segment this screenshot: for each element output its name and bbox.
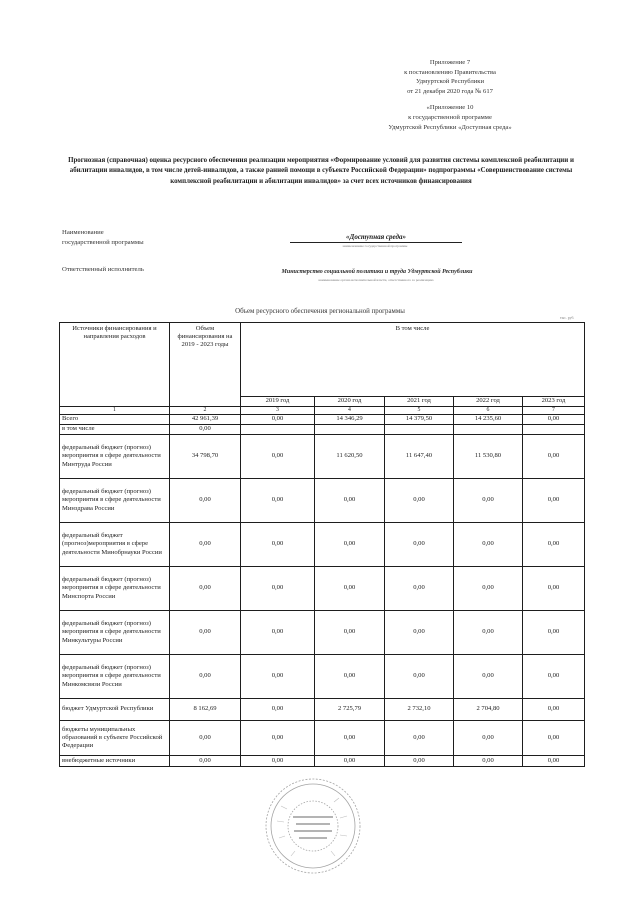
cell-2021: 0,00 xyxy=(385,567,454,611)
table-caption: Объем ресурсного обеспечения региональной программы xyxy=(235,308,405,315)
appendix-line: от 21 декабря 2020 года № 617 xyxy=(407,87,493,95)
column-number: 1 xyxy=(60,407,170,415)
cell-volume: 0,00 xyxy=(170,523,241,567)
cell-2022: 14 235,60 xyxy=(454,415,523,425)
cell-2023: 0,00 xyxy=(523,415,585,425)
row-source: бюджеты муниципальных образований в субъекте Российской Федерации xyxy=(60,721,170,756)
header-volume: Объем финансирования на 2019 - 2023 годы xyxy=(170,323,241,407)
cell-volume: 0,00 xyxy=(170,756,241,767)
cell-2022: 0,00 xyxy=(454,655,523,699)
table-row xyxy=(60,756,585,767)
program-annex-line: Удмуртской Республики «Доступная среда» xyxy=(388,123,512,131)
cell-2020: 2 725,79 xyxy=(315,699,385,721)
document-title: Прогнозная (справочная) оценка ресурсного обеспечения реализации мероприятия «Формирование условий для развития системы комплексной реабилитации и абилитации инвалидов, в том числе детей-инвалидов, а также ранней помощи в субъекте Российской Федерации» подпрограммы «Совершенствование системы комплексной реабилитации и абилитации инвалидов» за счет всех источников финансирования xyxy=(68,157,574,185)
cell-2020: 0,00 xyxy=(315,523,385,567)
cell-2023: 0,00 xyxy=(523,721,585,756)
cell-volume: 0,00 xyxy=(170,611,241,655)
header-source: Источники финансирования и направления расходов xyxy=(60,323,170,407)
cell-2023: 0,00 xyxy=(523,479,585,523)
row-source: Всего xyxy=(60,415,170,425)
cell-2020: 0,00 xyxy=(315,756,385,767)
table-row-total xyxy=(60,415,585,425)
cell-2021: 0,00 xyxy=(385,611,454,655)
column-number: 4 xyxy=(315,407,385,415)
year-header: 2021 год xyxy=(385,397,454,407)
cell-2022: 0,00 xyxy=(454,479,523,523)
cell-2022: 0,00 xyxy=(454,567,523,611)
table-row xyxy=(60,699,585,721)
cell-2021: 2 732,10 xyxy=(385,699,454,721)
unit-label: тыс. руб. xyxy=(560,316,575,320)
cell-2019: 0,00 xyxy=(241,655,315,699)
row-source: федеральный бюджет (прогноз)мероприятия в сфере деятельности Минобрнауки России xyxy=(60,523,170,567)
cell-2021: 0,00 xyxy=(385,479,454,523)
cell-2023: 0,00 xyxy=(523,435,585,479)
cell-2023: 0,00 xyxy=(523,756,585,767)
table-row xyxy=(60,721,585,756)
cell-2022: 11 530,80 xyxy=(454,435,523,479)
cell-2021: 11 647,40 xyxy=(385,435,454,479)
cell-2022: 0,00 xyxy=(454,611,523,655)
row-source: федеральный бюджет (прогноз) мероприятия в сфере деятельности Минтруда России xyxy=(60,435,170,479)
row-source: в том числе xyxy=(60,425,170,435)
table-row xyxy=(60,479,585,523)
cell-volume: 0,00 xyxy=(170,479,241,523)
cell-volume: 8 162,69 xyxy=(170,699,241,721)
header-including: В том числе xyxy=(241,323,585,397)
program-label xyxy=(62,228,144,247)
cell-2021: 0,00 xyxy=(385,756,454,767)
official-seal xyxy=(263,776,363,876)
table-row xyxy=(60,523,585,567)
cell-2022: 2 704,80 xyxy=(454,699,523,721)
cell-2020: 0,00 xyxy=(315,611,385,655)
cell-2023 xyxy=(523,425,585,435)
cell-2023: 0,00 xyxy=(523,567,585,611)
cell-2023: 0,00 xyxy=(523,523,585,567)
year-header: 2023 год xyxy=(523,397,585,407)
column-number: 2 xyxy=(170,407,241,415)
cell-2019: 0,00 xyxy=(241,415,315,425)
appendix-header xyxy=(330,58,570,132)
cell-volume: 0,00 xyxy=(170,655,241,699)
row-source: федеральный бюджет (прогноз) мероприятия в сфере деятельности Минспорта России xyxy=(60,567,170,611)
cell-2021 xyxy=(385,425,454,435)
row-source: внебюджетные источники xyxy=(60,756,170,767)
cell-2020 xyxy=(315,425,385,435)
cell-2020: 11 620,50 xyxy=(315,435,385,479)
row-source: федеральный бюджет (прогноз) мероприятия в сфере деятельности Минкультуры России xyxy=(60,611,170,655)
program-name: «Доступная среда» xyxy=(290,233,462,243)
executor-sublabel: наименование органа исполнительной власти, ответственного за реализацию xyxy=(318,278,434,282)
year-header: 2022 год xyxy=(454,397,523,407)
cell-volume: 0,00 xyxy=(170,567,241,611)
cell-2021: 0,00 xyxy=(385,721,454,756)
column-number: 5 xyxy=(385,407,454,415)
row-source: бюджет Удмуртской Республики xyxy=(60,699,170,721)
cell-2022: 0,00 xyxy=(454,756,523,767)
table-row xyxy=(60,567,585,611)
cell-2020: 14 346,29 xyxy=(315,415,385,425)
table-row xyxy=(60,655,585,699)
cell-2019: 0,00 xyxy=(241,756,315,767)
program-annex-line: «Приложение 10 xyxy=(426,104,474,112)
cell-2022: 0,00 xyxy=(454,523,523,567)
cell-2020: 0,00 xyxy=(315,479,385,523)
cell-volume: 42 961,39 xyxy=(170,415,241,425)
resource-table xyxy=(59,322,585,767)
cell-volume: 0,00 xyxy=(170,721,241,756)
cell-2023: 0,00 xyxy=(523,611,585,655)
program-label-line: государственной программы xyxy=(62,238,144,246)
appendix-line: Удмуртской Республики xyxy=(415,78,485,86)
cell-2019 xyxy=(241,425,315,435)
table-row xyxy=(60,435,585,479)
cell-volume: 34 798,70 xyxy=(170,435,241,479)
executor-label: Ответственный исполнитель xyxy=(62,266,144,273)
year-header: 2020 год xyxy=(315,397,385,407)
row-source: федеральный бюджет (прогноз) мероприятия в сфере деятельности Минкомсвязи России xyxy=(60,655,170,699)
cell-2019: 0,00 xyxy=(241,567,315,611)
cell-2021: 14 379,50 xyxy=(385,415,454,425)
program-sublabel: наименование государственной программы xyxy=(342,244,408,248)
cell-2021: 0,00 xyxy=(385,655,454,699)
cell-2021: 0,00 xyxy=(385,523,454,567)
cell-2019: 0,00 xyxy=(241,721,315,756)
cell-volume: 0,00 xyxy=(170,425,241,435)
cell-2019: 0,00 xyxy=(241,611,315,655)
cell-2022: 0,00 xyxy=(454,721,523,756)
cell-2019: 0,00 xyxy=(241,479,315,523)
cell-2023: 0,00 xyxy=(523,699,585,721)
cell-2020: 0,00 xyxy=(315,655,385,699)
column-number: 7 xyxy=(523,407,585,415)
column-number: 6 xyxy=(454,407,523,415)
cell-2020: 0,00 xyxy=(315,721,385,756)
program-label-line: Наименование xyxy=(62,229,104,236)
cell-2022 xyxy=(454,425,523,435)
executor-name: Министерство социальной политики и труда Удмуртской Республики xyxy=(281,269,473,275)
spacer xyxy=(330,96,570,103)
cell-2019: 0,00 xyxy=(241,699,315,721)
cell-2023: 0,00 xyxy=(523,655,585,699)
table-row xyxy=(60,611,585,655)
column-number: 3 xyxy=(241,407,315,415)
appendix-line: к постановлению Правительства xyxy=(404,68,496,76)
cell-2020: 0,00 xyxy=(315,567,385,611)
table-row xyxy=(60,425,585,435)
appendix-line: Приложение 7 xyxy=(429,59,471,66)
cell-2019: 0,00 xyxy=(241,523,315,567)
year-header: 2019 год xyxy=(241,397,315,407)
program-annex-line: к государственной программе xyxy=(408,113,492,121)
row-source: федеральный бюджет (прогноз) мероприятия в сфере деятельности Минздрава России xyxy=(60,479,170,523)
cell-2019: 0,00 xyxy=(241,435,315,479)
